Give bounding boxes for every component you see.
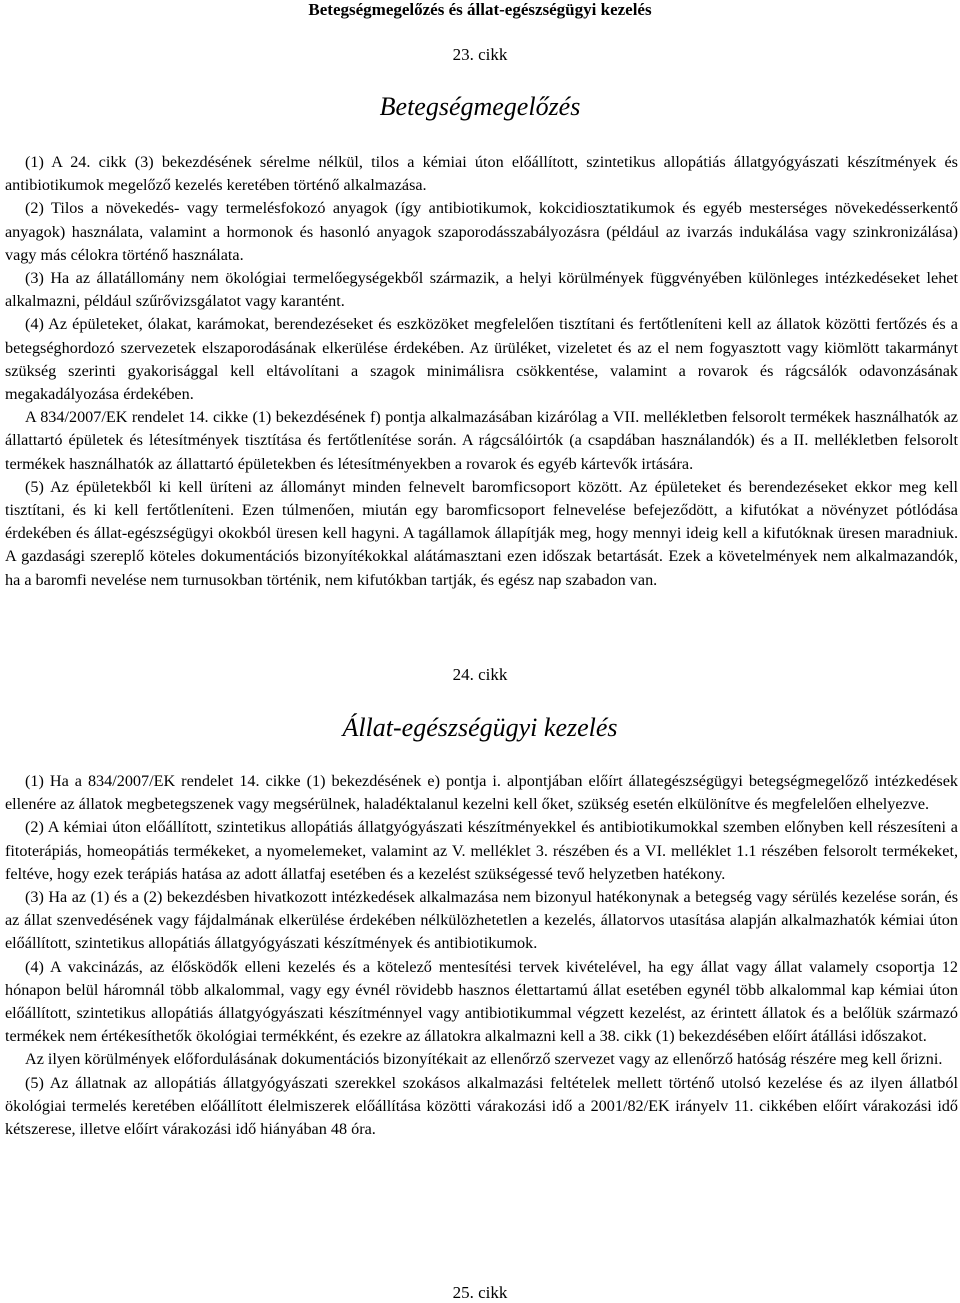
chapter-heading: Betegségmegelőzés és állat-egészségügyi kezelés — [308, 0, 652, 19]
paragraph: (4) Az épületeket, ólakat, karámokat, berendezéseket és eszközöket megfelelően tisztítani és fertőtleníteni kell az állatok közötti fertőzés és a betegséghordozó szervezetek elszaporodásának elkerülése érdekében. Az ürüléket, vizeletet és az el nem fogyasztott vagy kiömlött takarmányt szükség szerinti gyakorisággal kell eltávolítani a szagok minimálisra csökkentése, valamint a rovarok és rágcsálók odavonzásának megakadályozása érdekében. — [5, 315, 958, 404]
paragraph: (1) Ha a 834/2007/EK rendelet 14. cikke (1) bekezdésének e) pontja i. alpontjában előírt állategészségügyi betegségmegelőző intézkedések ellenére az állatok megbetegszenek vagy megsérülnek, haladéktalanul kezelni kell őket, szükség esetén elkülönítve és megfelelően elhelyezve. — [5, 772, 958, 814]
paragraph: (5) Az épületekből ki kell üríteni az állományt minden felnevelt baromficsoport között. Az épületeket és berendezéseket ekkor meg kell tisztítani, és ki kell fertőtleníteni. Ezen túlmenően, miután egy baromficsoport felnevelése befejeződött, a kifutókat a növényzet pótlódása érdekében és állat-egészségügyi okokból üresen kell hagyni. A tagállamok állapítják meg, hogy mennyi ideig kell a kifutóknak üresen maradniuk. A gazdasági szereplő köteles dokumentációs bizonyítékokkal alátámasztani ezen időszak betartását. Ezek a követelmények nem alkalmazandók, ha a baromfi nevelése nem turnusokban történik, nem kifutókban tartják, és egész nap szabadon van. — [5, 477, 958, 589]
article-body — [5, 151, 958, 592]
article-body — [5, 770, 958, 1141]
paragraph: (3) Ha az állatállomány nem ökológiai termelőegységekből származik, a helyi körülmények függvényében különleges intézkedéseket lehet alkalmazni, például szűrővizsgálatot vagy karantént. — [5, 269, 958, 311]
article-number: 25. cikk — [452, 1283, 508, 1302]
paragraph: (4) A vakcinázás, az élősködők elleni kezelés és a kötelező mentesítési tervek kivételével, ha egy állat vagy állat valamely csoportja 12 hónapon belül háromnál több alkalommal, vagy egy évnél rövidebb hasznos élettartamú állat esetében egynél több alkalommal kap kémiai úton előállított, szintetikus allopátiás állatgyógyászati készítménnyel vagy antibiotikummal végzett kezelést, az érintett állatok és a belőlük származó termékek nem értékesíthetők ökológiai termékként, és ezekre az állatokra alkalmazni kell a 38. cikk (1) bekezdésében előírt átállási időszakot. — [5, 957, 958, 1046]
paragraph: Az ilyen körülmények előfordulásának dokumentációs bizonyítékait az ellenőrző szervezet vagy az ellenőrző hatóság részére meg kell őrizni. — [25, 1050, 943, 1069]
paragraph: (2) Tilos a növekedés- vagy termelésfokozó anyagok (így antibiotikumok, kokcidiosztatikumok és egyéb mesterséges növekedésserkentő anyagok) használata, valamint a hormonok és hasonló anyagok szaporodásszabályozásra (például az ivarzás indukálása vagy szinkronizálása) vagy más célokra történő használata. — [5, 199, 958, 264]
paragraph: (2) A kémiai úton előállított, szintetikus allopátiás állatgyógyászati készítményekkel és antibiotikumokkal szemben előnyben kell részesíteni a fitoterápiás, homeopátiás termékeket, a nyomelemeket, valamint az V. melléklet 3. részében és a VI. melléklet 1.1 részében felsorolt termékeket, feltéve, hogy ezek terápiás hatása az adott állatfaj esetében és a kezelést szükségessé tevő helyzetben hatékony. — [5, 818, 958, 883]
article-number: 24. cikk — [452, 665, 508, 684]
paragraph: A 834/2007/EK rendelet 14. cikke (1) bekezdésének f) pontja alkalmazásában kizárólag a VII. mellékletben felsorolt termékek használhatók az állattartó épületek és létesítmények tisztítása és fertőtlenítése során. A rágcsálóirtók (a csapdában használandók) és a II. mellékletben felsorolt termékek használhatók az állattartó épületekben és létesítményekben a rovarok és egyéb kártevők irtására. — [5, 408, 958, 473]
article-title: Betegségmegelőzés — [379, 92, 581, 121]
article-title: Állat-egészségügyi kezelés — [342, 713, 618, 742]
paragraph: (1) A 24. cikk (3) bekezdésének sérelme nélkül, tilos a kémiai úton előállított, szintetikus allopátiás állatgyógyászati készítmények és antibiotikumok megelőző kezelés keretében történő alkalmazása. — [5, 153, 958, 195]
paragraph: (3) Ha az (1) és a (2) bekezdésben hivatkozott intézkedések alkalmazása nem bizonyul hatékonynak a betegség vagy sérülés kezelése során, és az állat szenvedésének vagy fájdalmának elkerülése érdekében nélkülözhetetlen a kezelés, állatorvos utasítása alapján alkalmazhatók kémiai úton előállított, szintetikus allopátiás állatgyógyászati készítmények és antibiotikumok. — [5, 888, 958, 953]
paragraph: (5) Az állatnak az allopátiás állatgyógyászati szerekkel szokásos alkalmazási feltételek mellett történő utolsó kezelése és az ilyen állatból ökológiai termelés keretében előállított élelmiszerek előállítása közötti várakozási idő a 2001/82/EK irányelv 11. cikkében előírt várakozási idő kétszerese, illetve előírt várakozási idő hiányában 48 óra. — [5, 1073, 958, 1139]
article-number: 23. cikk — [452, 45, 508, 64]
